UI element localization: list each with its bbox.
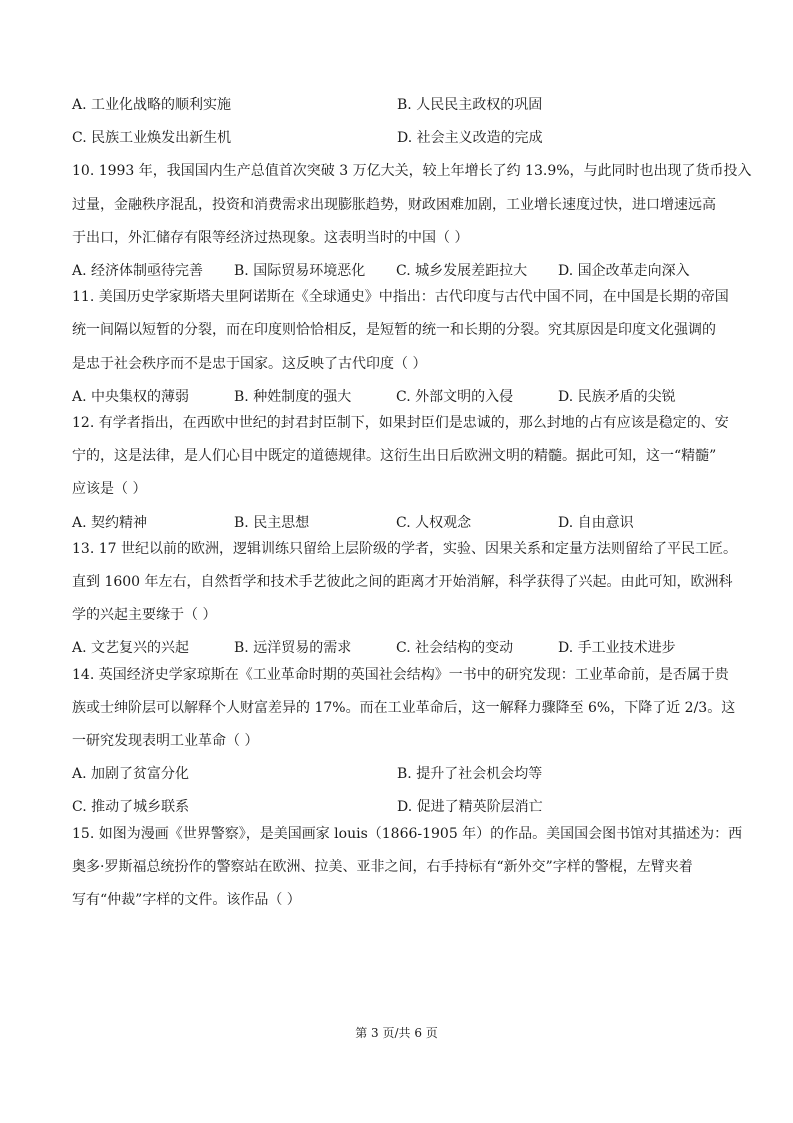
q11-option-d[interactable]: D. 民族矛盾的尖锐 — [558, 388, 676, 405]
q11-stem-line: 11. 美国历史学家斯塔夫里阿诺斯在《全球通史》中指出：古代印度与古代中国不同，在中国是长期的帝国 — [72, 289, 729, 306]
q14-option-c[interactable]: C. 推动了城乡联系 — [72, 799, 190, 816]
question-11 — [72, 284, 729, 410]
q10-option-d[interactable]: D. 国企改革走向深入 — [558, 263, 690, 280]
q14-options-row-1 — [72, 761, 722, 787]
q15-stem-line: 15. 如图为漫画《世界警察》，是美国画家 louis（1866-1905 年）的作品。美国国会图书馆对其描述为：西 — [72, 825, 743, 842]
q11-option-c[interactable]: C. 外部文明的入侵 — [396, 388, 514, 405]
q11-option-b[interactable]: B. 种姓制度的强大 — [234, 388, 352, 405]
question-12 — [72, 410, 729, 536]
q9-options-row-2 — [72, 125, 722, 151]
q15-stem-line: 写有“仲裁”字样的文件。该作品（ ） — [72, 892, 301, 909]
q15-stem-line: 奥多·罗斯福总统扮作的警察站在欧洲、拉美、亚非之间，右手持标有“新外交”字样的警棍，左臂夹着 — [72, 858, 693, 875]
q12-option-b[interactable]: B. 民主思想 — [234, 514, 310, 531]
q13-option-d[interactable]: D. 手工业技术进步 — [558, 640, 676, 657]
q9-option-c[interactable]: C. 民族工业焕发出新生机 — [72, 130, 232, 147]
q12-stem-line: 宁的，这是法律，是人们心目中既定的道德规律。这衍生出日后欧洲文明的精髓。据此可知，这一“精髓” — [72, 448, 717, 465]
q14-option-b[interactable]: B. 提升了社会机会均等 — [397, 766, 543, 783]
q9-option-a[interactable]: A. 工业化战略的顺利实施 — [72, 97, 232, 113]
q10-option-c[interactable]: C. 城乡发展差距拉大 — [396, 263, 528, 280]
q10-stem-line: 10. 1993 年，我国国内生产总值首次突破 3 万亿大关，较上年增长了约 13.9%，与此同时也出现了货币投入 — [72, 163, 752, 180]
q10-stem-line: 过量，金融秩序混乱，投资和消费需求出现膨胀趋势，财政困难加剧，工业增长速度过快，进口增速远高 — [72, 196, 716, 213]
q10-stem-line: 于出口，外汇储存有限等经济过热现象。这表明当时的中国（ ） — [72, 229, 469, 246]
q13-option-c[interactable]: C. 社会结构的变动 — [396, 640, 514, 657]
q11-option-a[interactable]: A. 中央集权的薄弱 — [72, 388, 190, 405]
q11-stem-line: 统一间隔以短暂的分裂，而在印度则恰恰相反，是短暂的统一和长期的分裂。究其原因是印度文化强调的 — [72, 322, 716, 339]
q13-option-b[interactable]: B. 远洋贸易的需求 — [234, 640, 352, 657]
question-15 — [72, 821, 743, 914]
q11-stem-line: 是忠于社会秩序而不是忠于国家。这反映了古代印度（ ） — [72, 355, 427, 372]
q13-options — [72, 635, 722, 661]
q12-option-c[interactable]: C. 人权观念 — [396, 514, 472, 531]
q14-stem-line: 一研究发现表明工业革命（ ） — [72, 733, 259, 750]
page-content — [72, 92, 752, 913]
q14-option-d[interactable]: D. 促进了精英阶层消亡 — [397, 799, 543, 816]
question-14 — [72, 662, 736, 821]
question-13 — [72, 536, 737, 662]
q13-stem-line: 学的兴起主要缘于（ ） — [72, 607, 217, 624]
q10-option-b[interactable]: B. 国际贸易环境恶化 — [234, 263, 366, 280]
q13-stem-line: 13. 17 世纪以前的欧洲，逻辑训练只留给上层阶级的学者，实验、因果关系和定量方法则留给了平民工匠。 — [72, 540, 737, 557]
q14-option-a[interactable]: A. 加剧了贫富分化 — [72, 766, 190, 783]
q12-stem-line: 12. 有学者指出，在西欧中世纪的封君封臣制下，如果封臣们是忠诚的，那么封地的占有应该是稳定的、安 — [72, 415, 729, 432]
q9-option-d[interactable]: D. 社会主义改造的完成 — [397, 130, 543, 147]
q14-options-row-2 — [72, 794, 722, 820]
page-footer: 第 3 页/共 6 页 — [355, 1026, 438, 1040]
q12-option-a[interactable]: A. 契约精神 — [72, 514, 148, 531]
q12-stem-line: 应该是（ ） — [72, 481, 147, 498]
q13-stem-line: 直到 1600 年左右，自然哲学和技术手艺彼此之间的距离才开始消解，科学获得了兴起。由此可知，欧洲科 — [72, 574, 733, 591]
q13-option-a[interactable]: A. 文艺复兴的兴起 — [72, 640, 190, 657]
q10-option-a[interactable]: A. 经济体制亟待完善 — [72, 263, 204, 280]
q9-options-row-1 — [72, 92, 722, 118]
q12-options — [72, 510, 722, 536]
q14-stem-line: 族或士绅阶层可以解释个人财富差异的 17%。而在工业革命后，这一解释力骤降至 6%，下降了近 2/3。这 — [72, 699, 736, 716]
q14-stem-line: 14. 英国经济史学家琼斯在《工业革命时期的英国社会结构》一书中的研究发现：工业革命前，是否属于贵 — [72, 666, 729, 683]
q11-options — [72, 384, 722, 410]
q9-option-b[interactable]: B. 人民民主政权的巩固 — [397, 97, 543, 113]
question-10 — [72, 158, 752, 284]
q12-option-d[interactable]: D. 自由意识 — [558, 514, 634, 531]
q10-options — [72, 258, 722, 284]
